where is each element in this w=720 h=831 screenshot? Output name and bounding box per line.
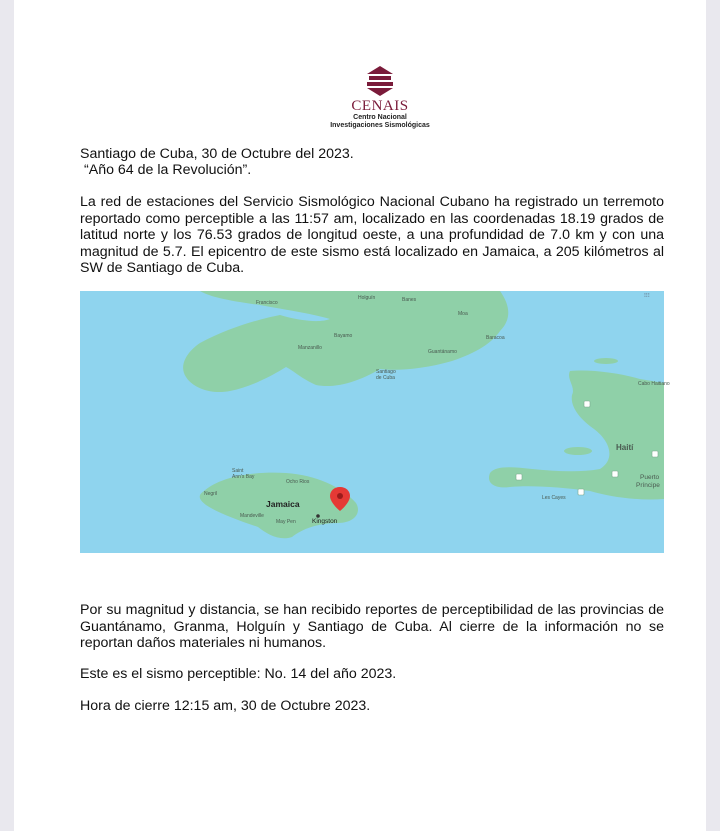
count-line: Este es el sismo perceptible: No. 14 del año 2023.	[80, 666, 397, 682]
logo-subtitle-1: Centro Nacional	[353, 114, 407, 121]
label-haiti: Haití	[616, 443, 634, 452]
map-canvas	[80, 291, 670, 553]
cenais-logo	[314, 64, 446, 134]
label-puerto: Puerto	[640, 474, 660, 481]
logo-name: CENAIS	[351, 98, 409, 114]
label-saint-ann-2: Ann's Bay	[232, 474, 255, 480]
year-motto: “Año 64 de la Revolución”.	[84, 162, 252, 178]
label-manzanillo: Manzanillo	[298, 345, 322, 351]
label-principe: Príncipe	[636, 482, 660, 489]
label-banes: Banes	[402, 297, 417, 303]
report-paragraph: La red de estaciones del Servicio Sismológico Nacional Cubano ha registrado un terremoto reportado como perceptible a las 11:57 am, localizado en las coordenadas 18.19 grados de latitud norte y los 76.53 grados de longitud oeste, a una profundidad de 7.0 km y con una magnitud de 5.7. El epicentro de este sismo está localizado en Jamaica, a 205 kilómetros al SW de Santiago de Cuba.	[80, 194, 664, 276]
label-guantanamo: Guantánamo	[428, 349, 457, 355]
epicenter-map	[80, 291, 670, 553]
cuba-landmass	[183, 291, 508, 392]
label-negril: Negril	[204, 491, 218, 497]
logo-subtitle-2: Investigaciones Sismológicas	[330, 122, 430, 129]
label-baracoa: Baracoa	[486, 335, 505, 341]
label-ocho-rios: Ocho Rios	[286, 479, 310, 485]
label-holguin: Holguín	[358, 295, 376, 301]
label-bayamo: Bayamo	[334, 333, 353, 339]
label-les-cayes: Les Cayes	[542, 495, 566, 501]
hispaniola-landmass	[489, 370, 664, 499]
map-grid-icon: ⁝⁝⁝	[644, 293, 650, 299]
label-santiago-2: de Cuba	[376, 375, 395, 381]
document-page	[14, 0, 706, 831]
label-jamaica: Jamaica	[266, 499, 300, 509]
label-moa: Moa	[458, 311, 468, 317]
perceptibility-paragraph: Por su magnitud y distancia, se han recibido reportes de perceptibilidad de las provincias de Guantánamo, Granma, Holguín y Santiago de Cuba. Al cierre de la información no se reportan daños materiales ni humanos.	[80, 602, 664, 651]
label-saint-ann-1: Saint	[232, 468, 244, 474]
label-francisco: Francisco	[256, 300, 278, 306]
label-mandeville: Mandeville	[240, 513, 264, 519]
cenais-emblem-icon	[363, 64, 397, 98]
label-kingston: Kingston	[312, 518, 338, 525]
place-date: Santiago de Cuba, 30 de Octubre del 2023.	[80, 146, 354, 162]
label-may-pen: May Pen	[276, 519, 296, 525]
label-cabo-haitiano: Cabo Haitiano	[638, 381, 670, 387]
label-santiago-1: Santiago	[376, 369, 396, 375]
closing-time: Hora de cierre 12:15 am, 30 de Octubre 2023.	[80, 698, 371, 714]
